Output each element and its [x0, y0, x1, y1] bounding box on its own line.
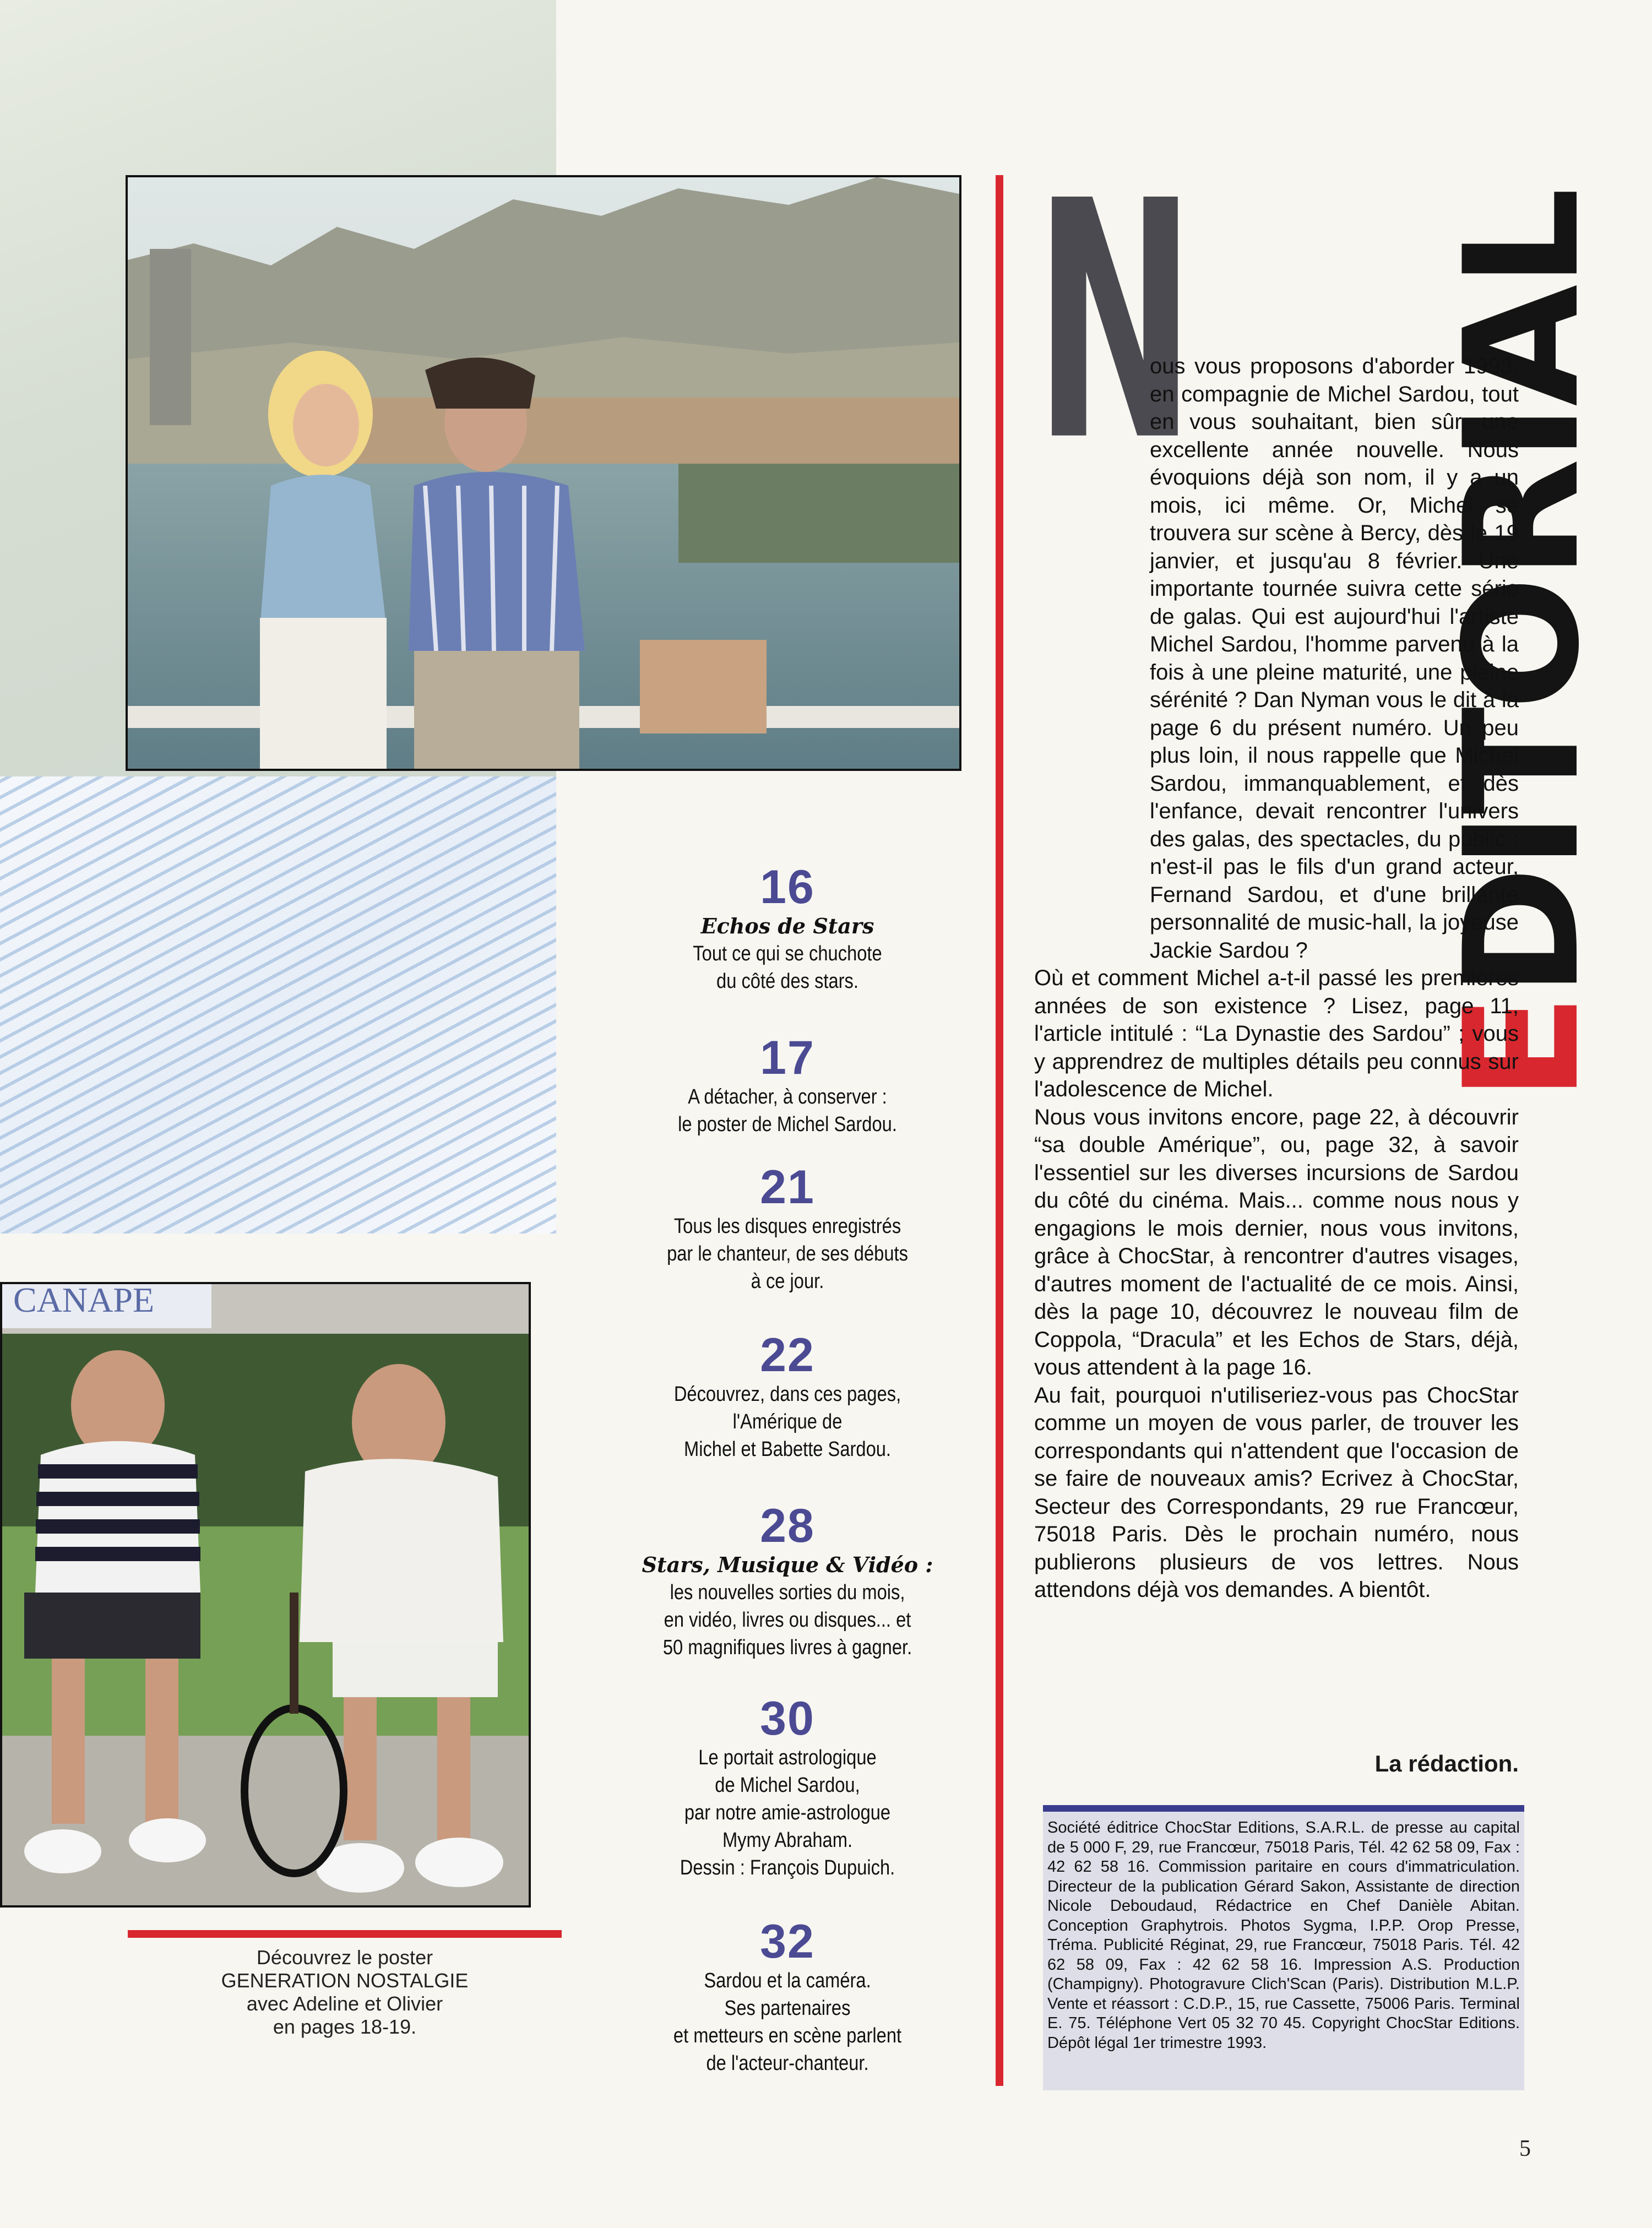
editorial-paragraph: Où et comment Michel a-t-il passé les premières années de son existence ? Lisez, page 11, l'article intitulé : “La Dynastie des Sardou” ; vous y apprendrez de multiples détails peu connus sur l'adolescence de Michel.	[1034, 966, 1519, 1101]
toc-line: de Michel Sardou,	[715, 1774, 860, 1797]
toc-section-title: Stars, Musique & Vidéo :	[642, 1552, 933, 1577]
toc-line: le poster de Michel Sardou.	[678, 1113, 897, 1136]
toc-line: A détacher, à conserver :	[688, 1085, 887, 1108]
editorial-paragraph: ous vous proposons d'aborder 1993, en compagnie de Michel Sardou, tout en vous souhaitant, bien sûr, une excellente année nouvelle. Nous évoquions déjà son nom, il y a un mois, ici même. Or, Michel se trouvera sur scène à Bercy, dès le 19 janvier, et jusqu'au 8 février. Une importante tournée suivra cette série de galas. Qui est aujourd'hui l'artiste Michel Sardou, l'homme parvenu à la fois à une pleine maturité, une pleine sérénité ? Dan Nyman vous le dit à la page 6 du présent numéro. Un peu plus loin, il nous rappelle que Michel Sardou, immanquablement, et dès l'enfance, devait rencontrer l'univers des galas, des spectacles, du public : n'est-il pas le fils d'un grand acteur, Fernand Sardou, et d'une brillante personnalité de music-hall, la joyeuse Jackie Sardou ?	[1150, 354, 1519, 963]
toc-line: à ce jour.	[751, 1270, 824, 1293]
toc-line: Ses partenaires	[724, 1997, 851, 2020]
drop-cap: N	[1034, 131, 1195, 513]
toc-line: par le chanteur, de ses débuts	[667, 1242, 908, 1265]
toc-line: Sardou et la caméra.	[704, 1969, 871, 1992]
poster-caption	[128, 1946, 562, 2039]
caption-line: avec Adeline et Olivier	[246, 1992, 443, 2015]
poster-title: CANAPE	[13, 1282, 155, 1319]
toc-page-number: 32	[760, 1915, 815, 1968]
photo-two-men-tennis	[0, 1282, 531, 1908]
toc-line: Mymy Abraham.	[722, 1829, 853, 1852]
editorial-title-rest: DITORIAL	[1431, 191, 1614, 997]
caption-line: Découvrez le poster	[256, 1946, 433, 1969]
caption-line: GENERATION NOSTALGIE	[221, 1969, 469, 1992]
toc-page-number: 28	[760, 1499, 815, 1552]
editorial-signature: La rédaction.	[1374, 1751, 1519, 1776]
toc-page-number: 22	[760, 1329, 815, 1382]
toc-entry[interactable]	[584, 1693, 991, 1882]
toc-page-number: 30	[760, 1692, 815, 1745]
vertical-red-rule	[996, 175, 1003, 2086]
toc-page-number: 17	[760, 1031, 815, 1084]
toc-line: Tous les disques enregistrés	[673, 1215, 901, 1238]
toc-line: Michel et Babette Sardou.	[683, 1438, 892, 1461]
caption-red-rule	[128, 1930, 562, 1938]
toc-line: et metteurs en scène parlent	[673, 2024, 902, 2047]
toc-line: Le portait astrologique	[698, 1746, 877, 1769]
toc-line: du côté des stars.	[716, 970, 858, 993]
caption-line: en pages 18-19.	[273, 2015, 417, 2038]
toc-line: Découvrez, dans ces pages,	[673, 1383, 901, 1406]
toc-entry[interactable]	[584, 1501, 991, 1661]
toc-line: Tout ce qui se chuchote	[693, 942, 882, 965]
photo-couple-seaside	[126, 175, 961, 771]
toc-page-number: 16	[760, 861, 815, 914]
editorial-title-first-letter: E	[1431, 997, 1614, 1101]
toc-line: de l'acteur-chanteur.	[706, 2052, 869, 2075]
toc-page-number: 21	[760, 1161, 815, 1214]
page-number: 5	[1519, 2136, 1531, 2161]
toc-section-title: Echos de Stars	[700, 914, 874, 938]
toc-entry[interactable]	[584, 862, 991, 995]
toc-entry[interactable]	[584, 1033, 991, 1138]
toc-entry[interactable]	[584, 1330, 991, 1463]
toc-line: les nouvelles sorties du mois,	[670, 1581, 905, 1604]
editorial-paragraph: Au fait, pourquoi n'utiliseriez-vous pas ChocStar comme un moyen de vous parler, de trouver les correspondants qui n'attendent que l'occasion de se faire de nouveaux amis? Ecrivez à ChocStar, Secteur des Correspondants, 29 rue Francœur, 75018 Paris. Dès le prochain numéro, nous publierons plusieurs de vos lettres. Nous attendons déjà vos demandes. A bientôt.	[1034, 1383, 1519, 1602]
toc-entry[interactable]	[584, 1162, 991, 1295]
toc-line: Dessin : François Dupuich.	[680, 1856, 895, 1879]
toc-line: par notre amie-astrologue	[684, 1801, 891, 1824]
toc-line: en vidéo, livres ou disques... et	[664, 1608, 911, 1632]
toc-line: l'Amérique de	[732, 1410, 843, 1433]
toc-line: 50 magnifiques livres à gagner.	[662, 1636, 912, 1659]
publisher-info-text: Société éditrice ChocStar Editions, S.A.R.L. de presse au capital de 5 000 F, 29, rue Francœur, 75018 Paris, Tél. 42 62 58 09, Fax : 42 62 58 16. Commission paritaire en cours d'immatriculation. Directeur de la publication Gérard Sakon, Assistante de direction Nicole Deboudaud, Rédactrice en Chef Danièle Abitan. Conception Graphytrois. Photos Sygma, I.P.P. Orop Presse, Tréma. Publicité Réginat, 29, rue Francœur, 75018 Paris. Tél. 42 62 58 09, Fax : 42 62 58 16. Impression A.S. Production (Champigny). Photogravure Clich'Scan (Paris). Distribution M.L.P. Vente et réassort : C.D.P., 15, rue Cassette, 75006 Paris. Terminal E. 75. Téléphone Vert 05 32 70 45. Copyright ChocStar Editions. Dépôt légal 1er trimestre 1993.	[1047, 1819, 1520, 2052]
editorial-body	[1034, 352, 1519, 1604]
publisher-info-box	[1043, 1805, 1524, 2090]
editorial-paragraph: Nous vous invitons encore, page 22, à découvrir “sa double Amérique”, ou, page 32, à savoir l'essentiel sur les diverses incursions de Sardou du côté du cinéma. Mais... comme nous nous y engagions le mois dernier, nous vous invitons, grâce à ChocStar, à rencontrer d'autres visages, d'autres moment de l'actualité de ce mois. Ainsi, dès la page 10, découvrez le nouveau film de Coppola, “Dracula” et les Echos de Stars, déjà, vous attendent à la page 16.	[1034, 1105, 1519, 1379]
toc-entry[interactable]	[584, 1916, 991, 2077]
striped-fabric-image	[0, 776, 556, 1233]
